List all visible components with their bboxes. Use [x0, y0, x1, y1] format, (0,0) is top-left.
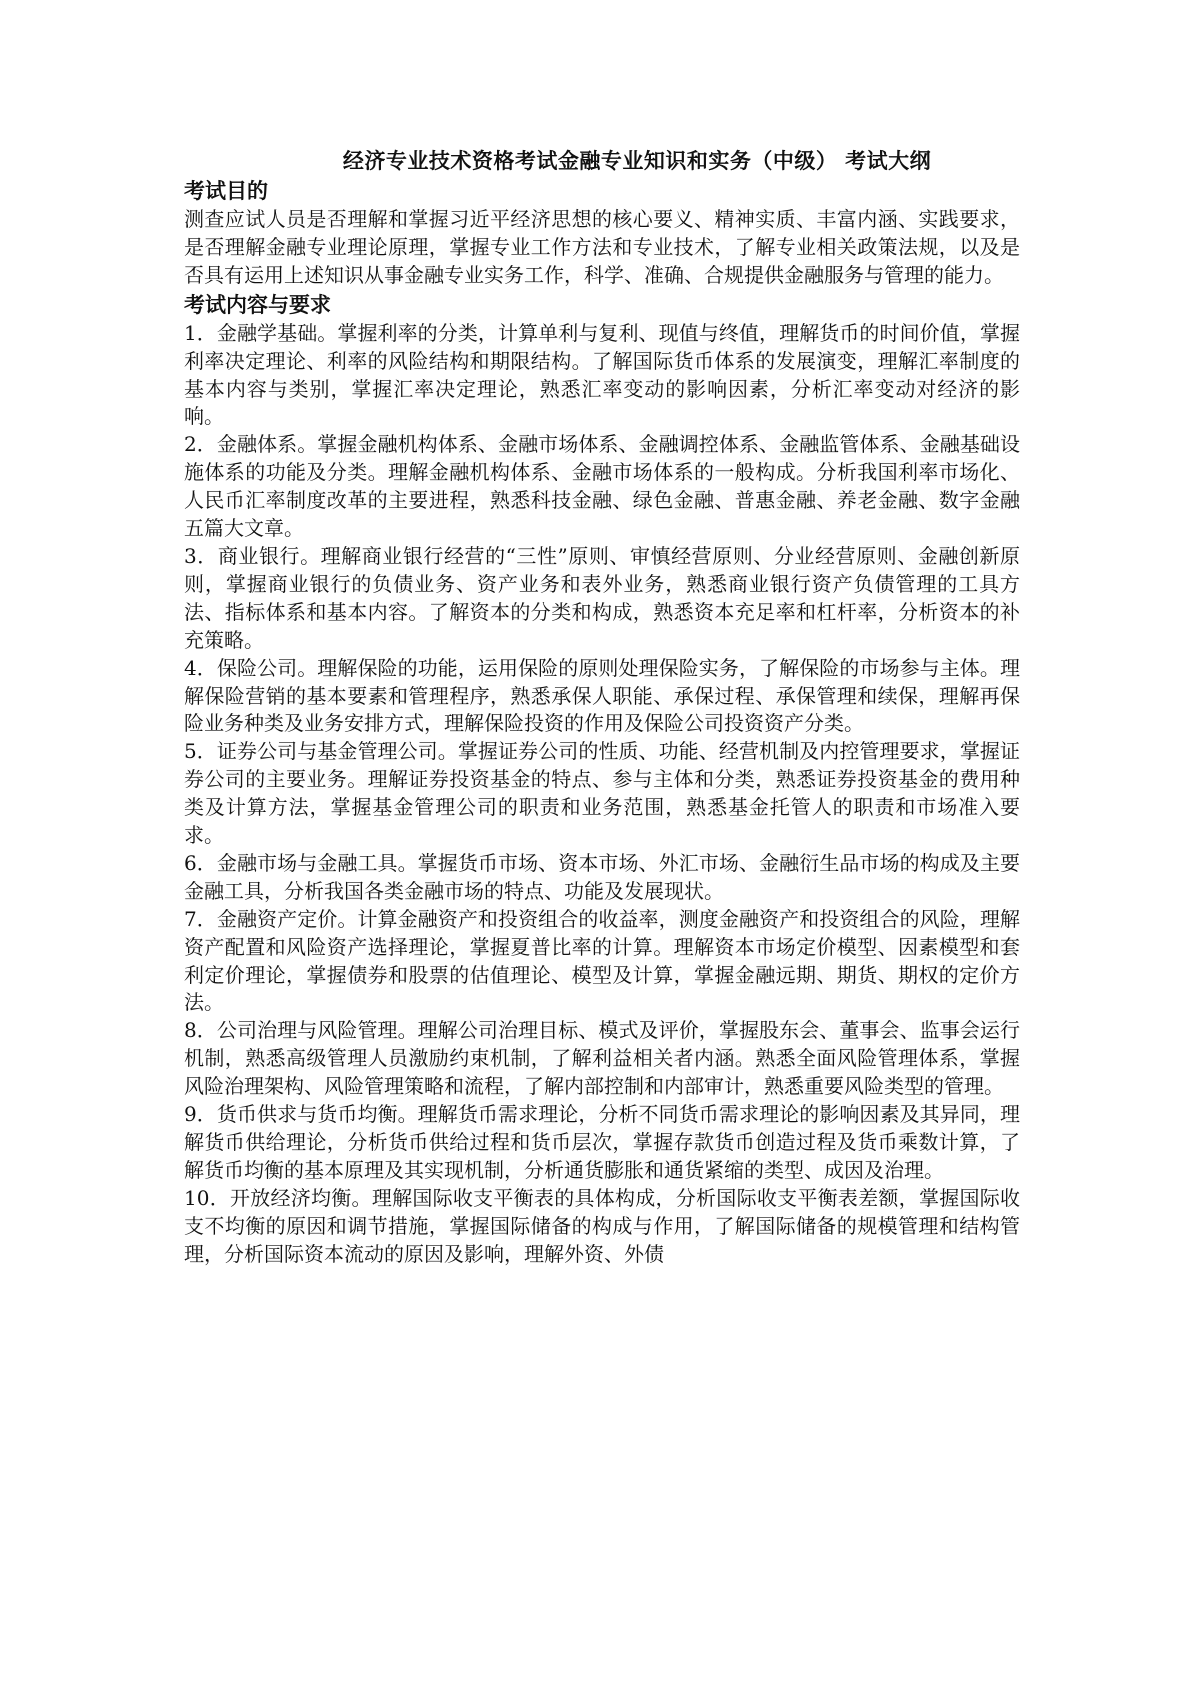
paragraph-item-7: 7．金融资产定价。计算金融资产和投资组合的收益率，测度金融资产和投资组合的风险，理解资产配置和风险资产选择理论，掌握夏普比率的计算。理解资本市场定价模型、因素模型和套利定价理论，掌握债券和股票的估值理论、模型及计算，掌握金融远期、期货、期权的定价方法。: [184, 906, 1020, 1015]
document-body: [184, 146, 1020, 1269]
section-heading-purpose: 考试目的: [184, 178, 268, 203]
paragraph-item-5: 5．证券公司与基金管理公司。掌握证券公司的性质、功能、经营机制及内控管理要求，掌握证券公司的主要业务。理解证券投资基金的特点、参与主体和分类，熟悉证券投资基金的费用种类及计算方法，掌握基金管理公司的职责和业务范围，熟悉基金托管人的职责和市场准入要求。: [184, 739, 1020, 848]
paragraph-item-10: 10．开放经济均衡。理解国际收支平衡表的具体构成，分析国际收支平衡表差额，掌握国际收支不均衡的原因和调节措施，掌握国际储备的构成与作用，了解国际储备的规模管理和结构管理，分析国际资本流动的原因及影响，理解外资、外债: [184, 1185, 1020, 1266]
document-title: 经济专业技术资格考试金融专业知识和实务（中级） 考试大纲: [342, 148, 932, 173]
paragraph-item-4: 4．保险公司。理解保险的功能，运用保险的原则处理保险实务，了解保险的市场参与主体。理解保险营销的基本要素和管理程序，熟悉承保人职能、承保过程、承保管理和续保，理解再保险业务种类及业务安排方式，理解保险投资的作用及保险公司投资资产分类。: [184, 655, 1020, 736]
paragraph-item-3: 3．商业银行。理解商业银行经营的“三性”原则、审慎经营原则、分业经营原则、金融创新原则，掌握商业银行的负债业务、资产业务和表外业务，熟悉商业银行资产负债管理的工具方法、指标体系和基本内容。了解资本的分类和构成，熟悉资本充足率和杠杆率，分析资本的补充策略。: [184, 543, 1020, 652]
paragraph-item-9: 9．货币供求与货币均衡。理解货币需求理论，分析不同货币需求理论的影响因素及其异同，理解货币供给理论，分析货币供给过程和货币层次，掌握存款货币创造过程及货币乘数计算，了解货币均衡的基本原理及其实现机制，分析通货膨胀和通货紧缩的类型、成因及治理。: [184, 1102, 1020, 1182]
paragraph-purpose: 测查应试人员是否理解和掌握习近平经济思想的核心要义、精神实质、丰富内涵、实践要求，是否理解金融专业理论原理，掌握专业工作方法和专业技术，了解专业相关政策法规，以及是否具有运用上述知识从事金融专业实务工作，科学、准确、合规提供金融服务与管理的能力。: [184, 207, 1020, 287]
paragraph-item-2: 2．金融体系。掌握金融机构体系、金融市场体系、金融调控体系、金融监管体系、金融基础设施体系的功能及分类。理解金融机构体系、金融市场体系的一般构成。分析我国利率市场化、人民币汇率制度改革的主要进程，熟悉科技金融、绿色金融、普惠金融、养老金融、数字金融五篇大文章。: [184, 432, 1020, 541]
section-heading-content: 考试内容与要求: [184, 291, 331, 317]
paragraph-item-8: 8．公司治理与风险管理。理解公司治理目标、模式及评价，掌握股东会、董事会、监事会运行机制，熟悉高级管理人员激励约束机制，了解利益相关者内涵。熟悉全面风险管理体系，掌握风险治理架构、风险管理策略和流程，了解内部控制和内部审计，熟悉重要风险类型的管理。: [184, 1018, 1020, 1099]
paragraph-item-6: 6．金融市场与金融工具。掌握货币市场、资本市场、外汇市场、金融衍生品市场的构成及主要金融工具，分析我国各类金融市场的特点、功能及发展现状。: [184, 850, 1020, 903]
paragraph-item-1: 1．金融学基础。掌握利率的分类，计算单利与复利、现值与终值，理解货币的时间价值，掌握利率决定理论、利率的风险结构和期限结构。了解国际货币体系的发展演变，理解汇率制度的基本内容与类别，掌握汇率决定理论，熟悉汇率变动的影响因素，分析汇率变动对经济的影响。: [184, 320, 1020, 429]
